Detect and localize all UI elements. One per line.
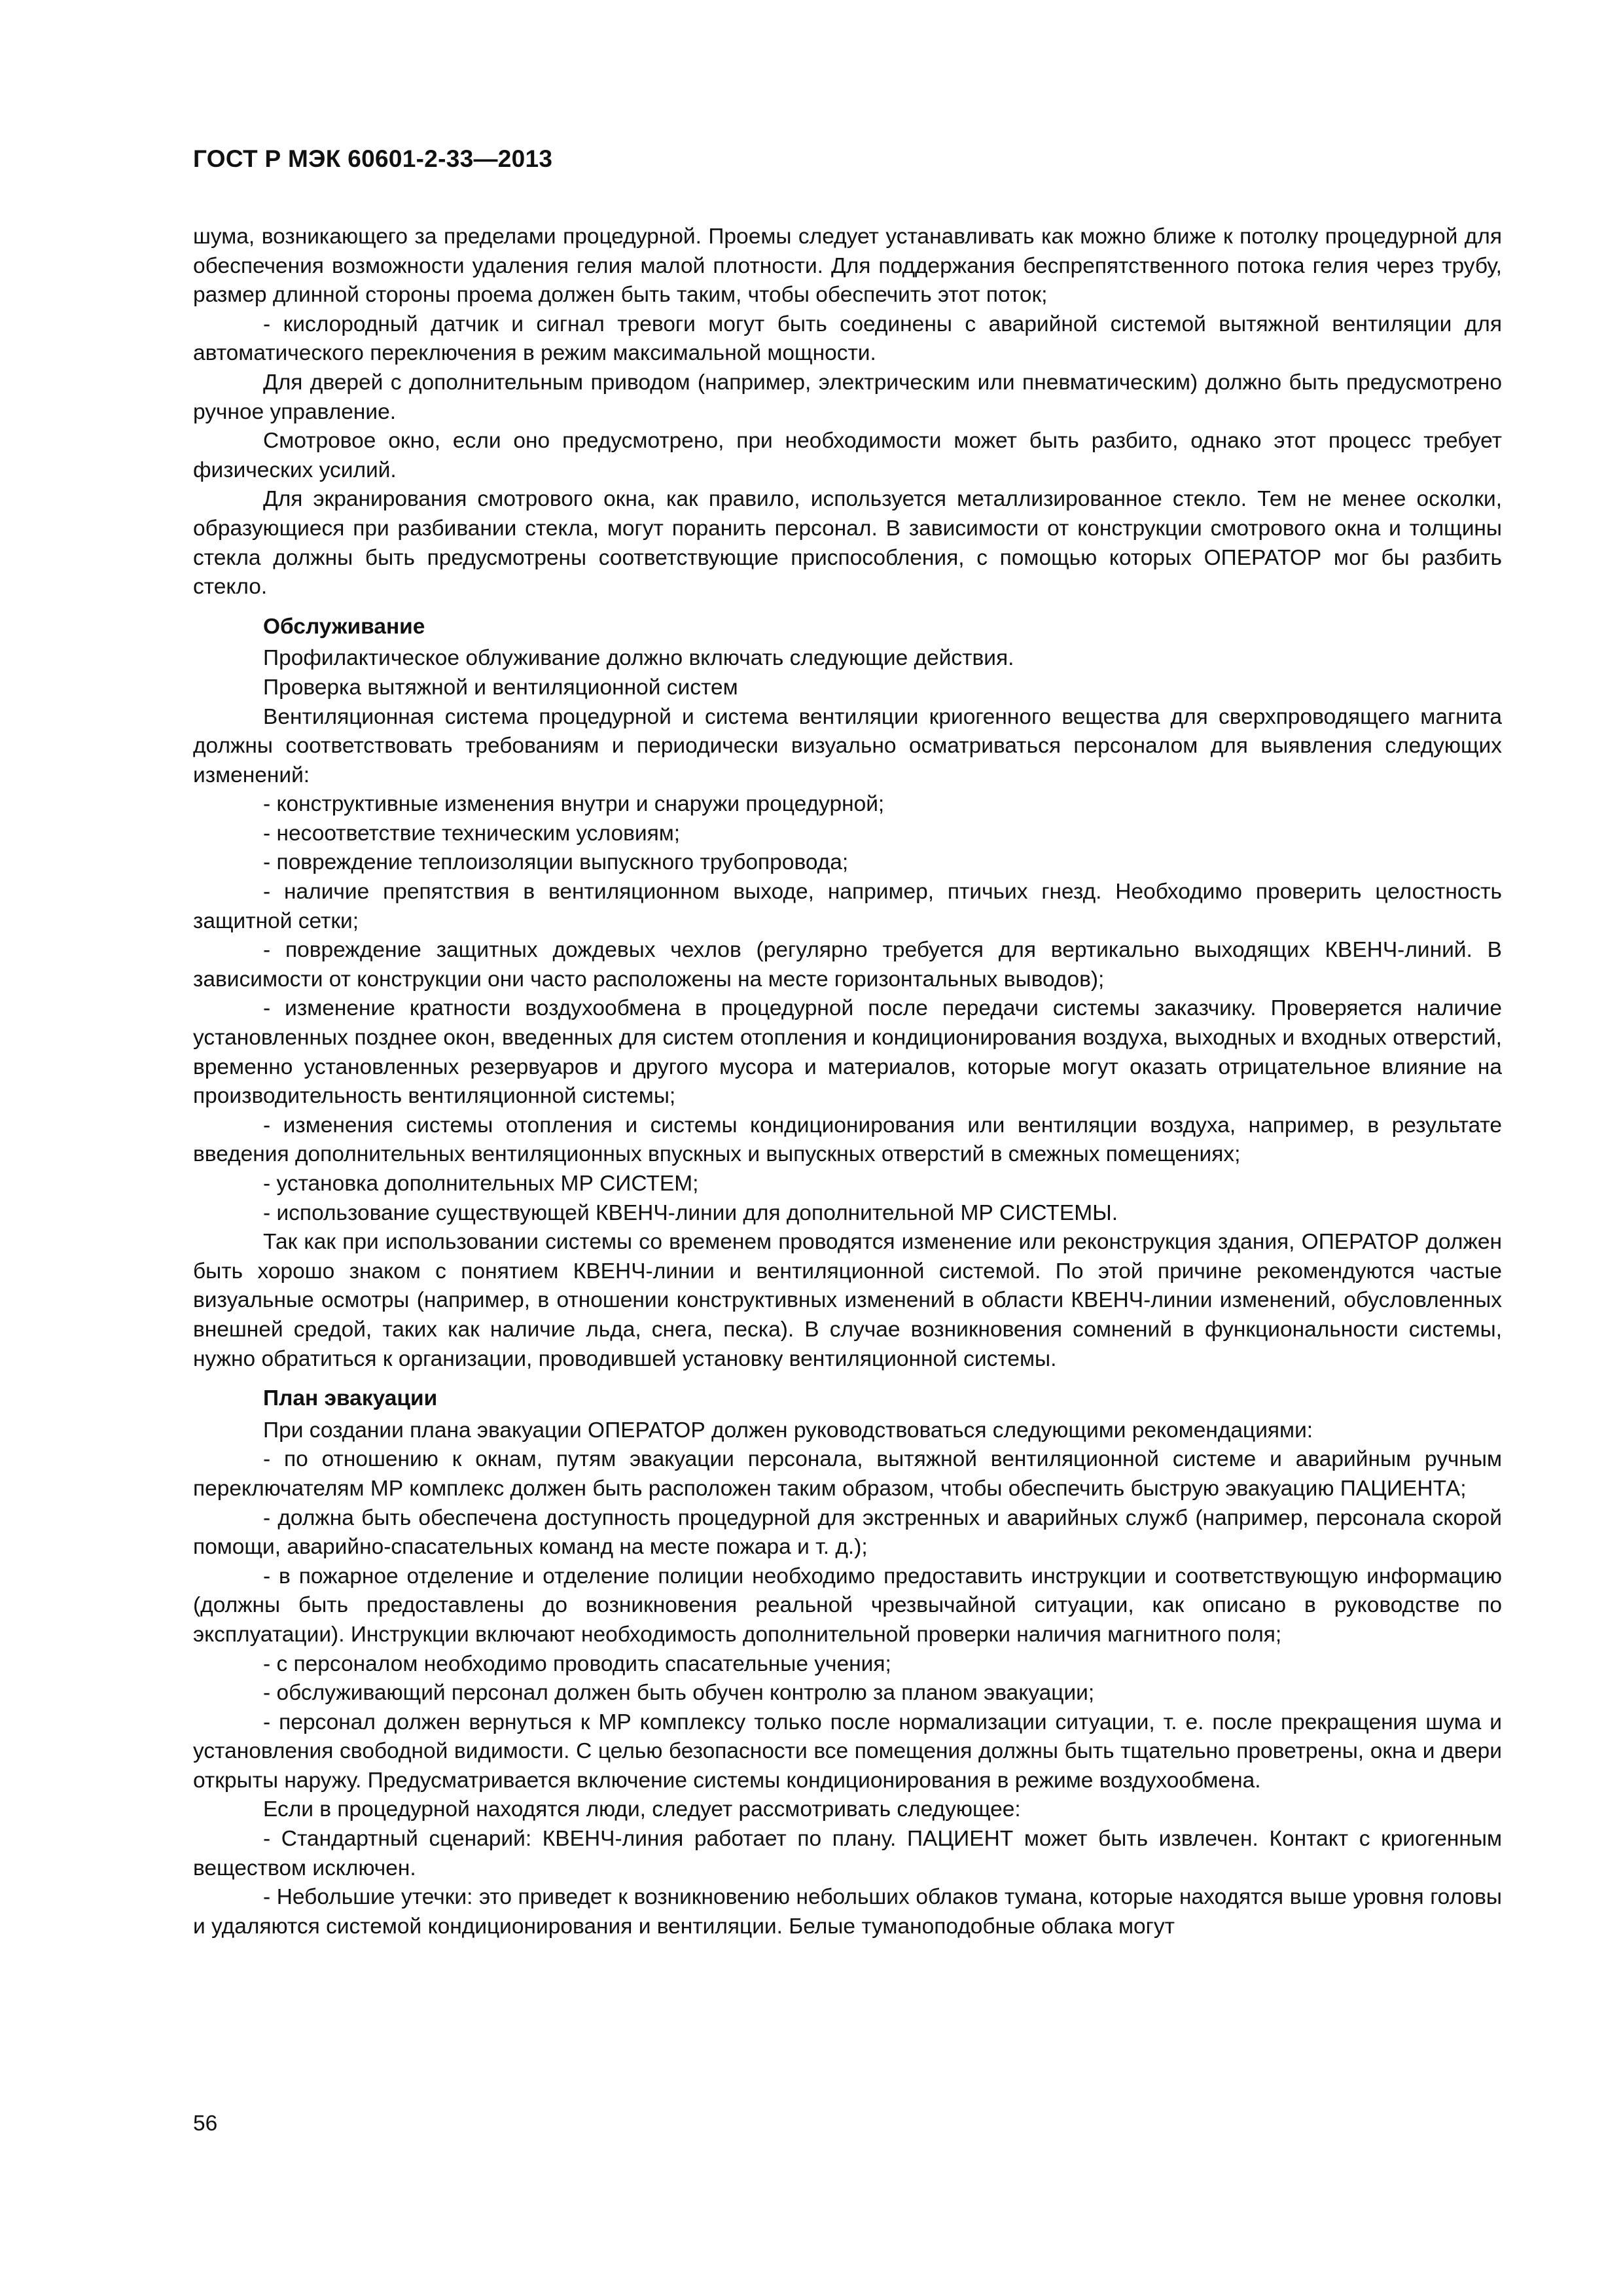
list-item: - в пожарное отделение и отделение полиции необходимо предоставить инструкции и соответствующую информацию (должны быть предоставлены до возникновения реальной чрезвычайной ситуации, как описано в руководстве по эксплуатации). Инструкции включают необходимость дополнительной проверки наличия магнитного поля; xyxy=(193,1564,1502,1647)
list-item-oxygen-sensor: - кислородный датчик и сигнал тревоги могут быть соединены с аварийной системой вытяжной вентиляции для автоматического переключения в режим максимальной мощности. xyxy=(193,312,1502,366)
paragraph-ventilation-system: Вентиляционная система процедурной и система вентиляции криогенного вещества для сверхпроводящего магнита должны соответствовать требованиям и периодически визуально осматриваться персоналом для выявления следующих изменений: xyxy=(193,704,1502,787)
paragraph-people-in-room: Если в процедурной находятся люди, следует рассмотривать следующее: xyxy=(263,1797,1021,1822)
list-item: - повреждение защитных дождевых чехлов (регулярно требуется для вертикально выходящих КВЕНЧ-линий. В зависимости от конструкции они часто расположены на месте горизонтальных выводов); xyxy=(193,938,1502,992)
paragraph-evacuation-intro: При создании плана эвакуации ОПЕРАТОР должен руководствоваться следующими рекомендациями: xyxy=(263,1418,1313,1443)
page-number: 56 xyxy=(193,2111,218,2136)
list-item: - несоответствие техническим условиям; xyxy=(263,821,681,846)
standard-header: ГОСТ Р МЭК 60601-2-33—2013 xyxy=(193,145,553,172)
paragraph-viewing-window: Смотровое окно, если оно предусмотрено, при необходимости может быть разбито, однако этот процесс требует физических усилий. xyxy=(193,429,1502,482)
paragraph-operator-knowledge: Так как при использовании системы со временем проводятся изменение или реконструкция здания, ОПЕРАТОР должен быть хорошо знаком с понятием КВЕНЧ-линии и вентиляционной системой. По этой причине рекомендуются частые визуальные осмотры (например, в отношении конструктивных изменений в области КВЕНЧ-линии изменений, обусловленных внешней средой, таких как наличие льда, снега, песка). В случае возникновения сомнений в функциональности системы, нужно обратиться к организации, проводившей установку вентиляционной системы. xyxy=(193,1230,1502,1371)
list-item: - изменение кратности воздухообмена в процедурной после передачи системы заказчику. Проверяется наличие установленных позднее окон, введенных для систем отопления и кондиционирования воздуха, выходных и входных отверстий, временно установленных резервуаров и другого мусора и материалов, которые могут оказать отрицательное влияние на производительность вентиляционной системы; xyxy=(193,996,1502,1109)
list-item: - должна быть обеспечена доступность процедурной для экстренных и аварийных служб (например, персонала скорой помощи, аварийно-спасательных команд на месте пожара и т. д.); xyxy=(193,1505,1502,1560)
list-item: - повреждение теплоизоляции выпускного трубопровода; xyxy=(263,850,849,875)
list-item: - персонал должен вернуться к МР комплексу только после нормализации ситуации, т. е. после прекращения шума и установления свободной видимости. С целью безопасности все помещения должны быть тщательно проветрены, окна и двери открыты наружу. Предусматривается включение системы кондиционирования в режиме воздухообмена. xyxy=(193,1710,1502,1793)
paragraph-doors: Для дверей с дополнительным приводом (например, электрическим или пневматическим) должно быть предусмотрено ручное управление. xyxy=(193,370,1502,424)
list-item: - установка дополнительных МР СИСТЕМ; xyxy=(263,1172,699,1196)
paragraph-maintenance-intro: Профилактическое облуживание должно включать следующие действия. xyxy=(263,646,1014,671)
paragraph-window-shielding: Для экранирования смотрового окна, как правило, используется металлизированное стекло. Тем не менее осколки, образующиеся при разбивании стекла, могут поранить персонал. В зависимости от конструкции смотрового окна и толщины стекла должны быть предусмотрены соответствующие приспособления, с помощью которых ОПЕРАТОР мог бы разбить стекло. xyxy=(193,487,1502,600)
list-item: - обслуживающий персонал должен быть обучен контролю за планом эвакуации; xyxy=(263,1681,1095,1706)
list-item: - конструктивные изменения внутри и снаружи процедурной; xyxy=(263,792,885,817)
list-item: - изменения системы отопления и системы кондиционирования или вентиляции воздуха, например, в результате введения дополнительных вентиляционных впускных и выпускных отверстий в смежных помещениях; xyxy=(193,1113,1502,1167)
paragraph-continuation: шума, возникающего за пределами процедурной. Проемы следует устанавливать как можно ближе к потолку процедурной для обеспечения возможности удаления гелия малой плотности. Для поддержания беспрепятственного потока гелия через трубу, размер длинной стороны проема должен быть таким, чтобы обеспечить этот поток; xyxy=(193,224,1502,308)
section-heading-evacuation: План эвакуации xyxy=(263,1386,438,1411)
paragraph-ventilation-check: Проверка вытяжной и вентиляционной систем xyxy=(263,675,738,700)
document-page xyxy=(193,0,1502,2296)
list-item: - с персоналом необходимо проводить спасательные учения; xyxy=(263,1651,891,1676)
list-item: - Небольшие утечки: это приведет к возникновению небольших облаков тумана, которые находятся выше уровня головы и удаляются системой кондиционирования и вентиляции. Белые туманоподобные облака могут xyxy=(193,1885,1502,1939)
list-item: - наличие препятствия в вентиляционном выходе, например, птичьих гнезд. Необходимо проверить целостность защитной сетки; xyxy=(193,880,1502,933)
list-item: - использование существующей КВЕНЧ-линии для дополнительной МР СИСТЕМЫ. xyxy=(263,1200,1118,1225)
list-item: - по отношению к окнам, путям эвакуации персонала, вытяжной вентиляционной системе и аварийным ручным переключателям МР комплекс должен быть расположен таким образом, чтобы обеспечить быструю эвакуацию ПАЦИЕНТА; xyxy=(193,1447,1502,1501)
list-item: - Стандартный сценарий: КВЕНЧ-линия работает по плану. ПАЦИЕНТ может быть извлечен. Контакт с криогенным веществом исключен. xyxy=(193,1827,1502,1880)
section-heading-maintenance: Обслуживание xyxy=(263,614,425,639)
body-text xyxy=(193,223,1502,1941)
